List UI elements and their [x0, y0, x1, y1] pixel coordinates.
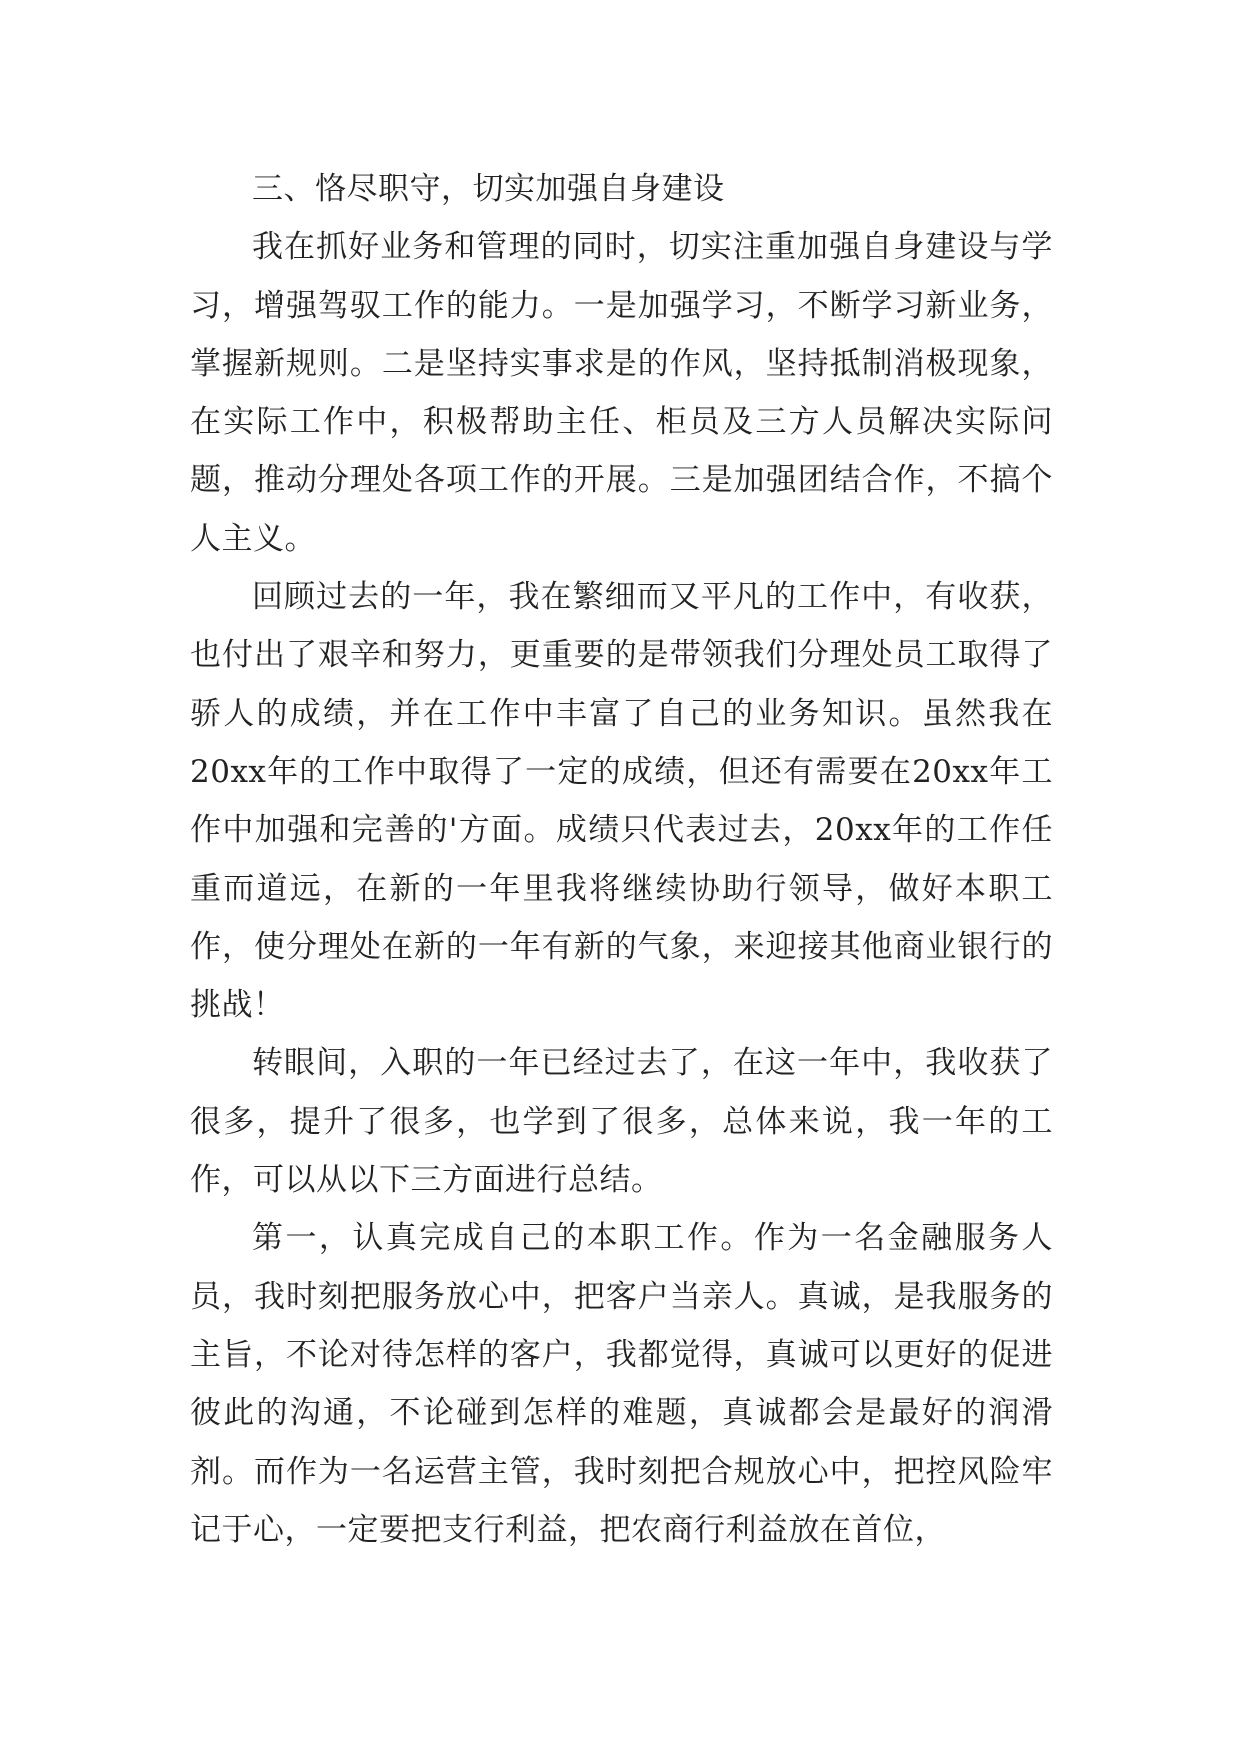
section-heading: 三、恪尽职守，切实加强自身建设 [252, 171, 725, 207]
paragraph-self-development: 我在抓好业务和管理的同时，切实注重加强自身建设与学习，增强驾驭工作的能力。一是加强学习，不断学习新业务，掌握新规则。二是坚持实事求是的作风，坚持抵制消极现象，在实际工作中，积极帮助主任、柜员及三方人员解决实际问题，推动分理处各项工作的开展。三是加强团结合作，不搞个人主义。 [190, 229, 1053, 557]
paragraph-year-summary-intro: 转眼间，入职的一年已经过去了，在这一年中，我收获了很多，提升了很多，也学到了很多，总体来说，我一年的工作，可以从以下三方面进行总结。 [190, 1045, 1053, 1199]
document-body [190, 160, 1053, 1559]
paragraph-year-review: 回顾过去的一年，我在繁细而又平凡的工作中，有收获，也付出了艰辛和努力，更重要的是带领我们分理处员工取得了骄人的成绩，并在工作中丰富了自己的业务知识。虽然我在20xx年的工作中取得了一定的成绩，但还有需要在20xx年工作中加强和完善的'方面。成绩只代表过去，20xx年的工作任重而道远，在新的一年里我将继续协助行领导，做好本职工作，使分理处在新的一年有新的气象，来迎接其他商业银行的挑战！ [190, 579, 1053, 1024]
paragraph-first-point: 第一，认真完成自己的本职工作。作为一名金融服务人员，我时刻把服务放心中，把客户当亲人。真诚，是我服务的主旨，不论对待怎样的客户，我都觉得，真诚可以更好的促进彼此的沟通，不论碰到怎样的难题，真诚都会是最好的润滑剂。而作为一名运营主管，我时刻把合规放心中，把控风险牢记于心，一定要把支行利益，把农商行利益放在首位， [190, 1220, 1053, 1548]
